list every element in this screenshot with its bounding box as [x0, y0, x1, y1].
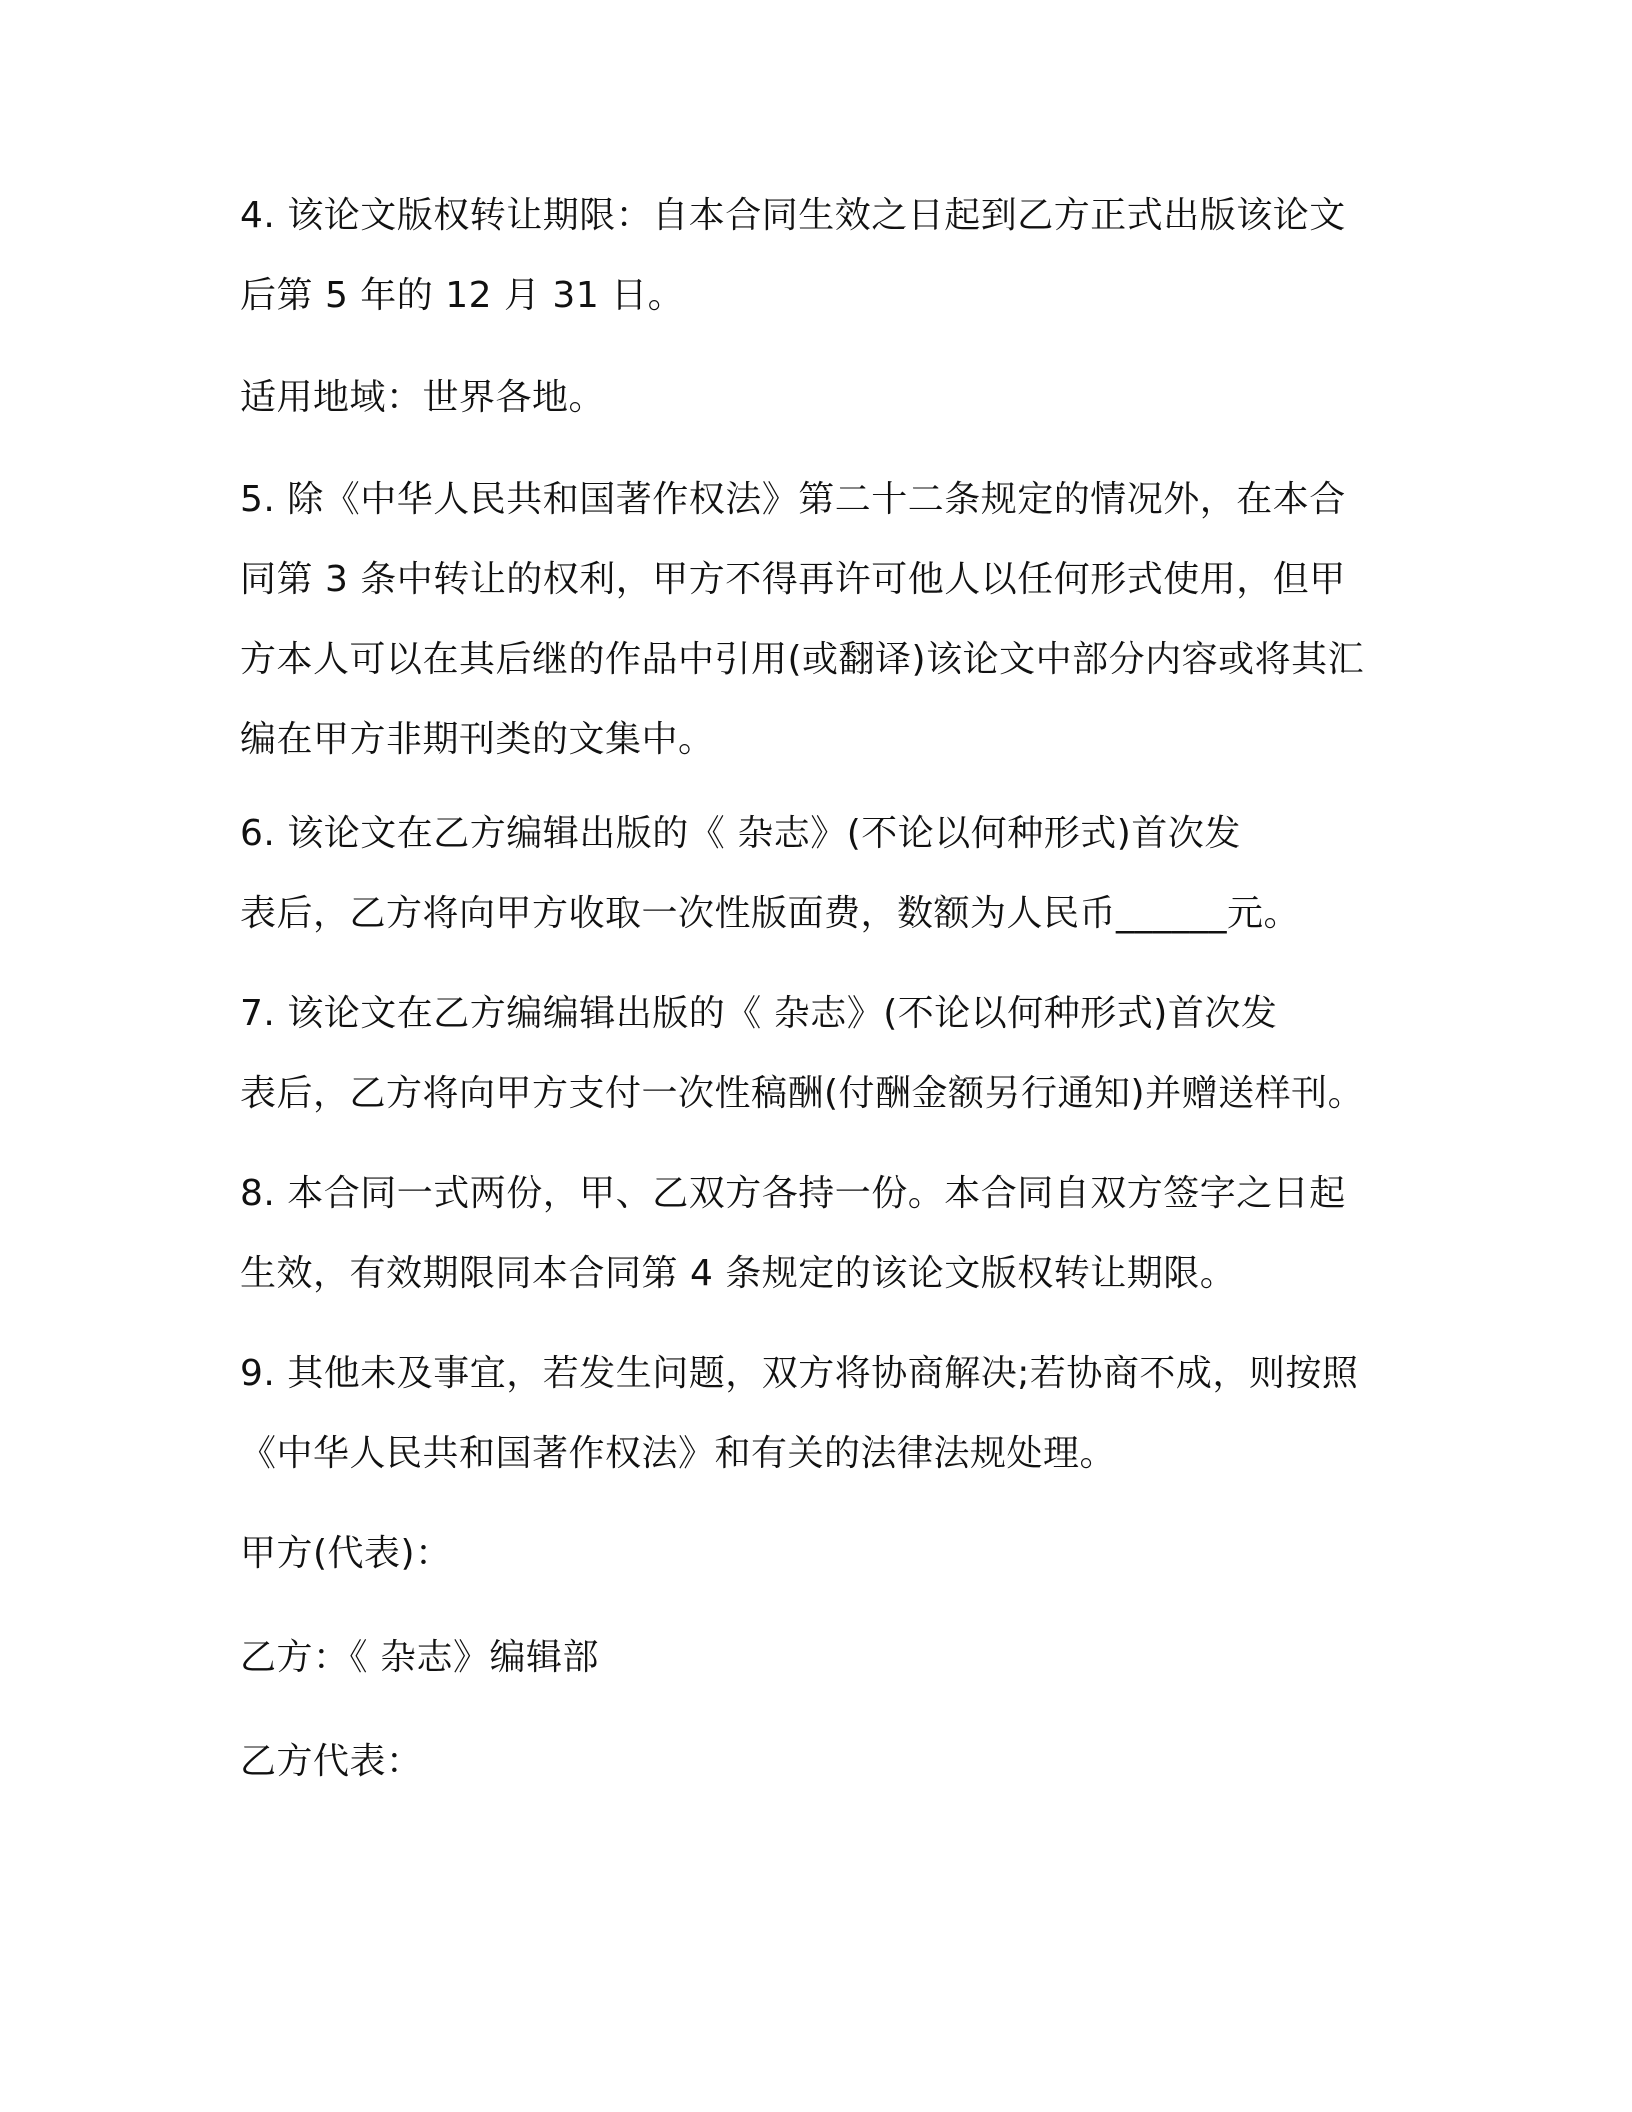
text-line: 同第 3 条中转让的权利，甲方不得再许可他人以任何形式使用，但甲 — [240, 559, 1346, 600]
clause-8 — [240, 1154, 1400, 1314]
text-line: 表后，乙方将向甲方支付一次性稿酬(付酬金额另行通知)并赠送样刊。 — [240, 1073, 1365, 1114]
text-line: 甲方(代表)： — [240, 1533, 452, 1574]
text-line: 后第 5 年的 12 月 31 日。 — [240, 275, 685, 316]
clause-6 — [240, 794, 1400, 954]
party-b-signature — [240, 1618, 1400, 1698]
text-line: 6. 该论文在乙方编辑出版的《 杂志》(不论以何种形式)首次发 — [240, 813, 1241, 854]
party-a-signature — [240, 1514, 1400, 1594]
region-clause — [240, 358, 1400, 438]
text-line: 8. 本合同一式两份，甲、乙双方各持一份。本合同自双方签字之日起 — [240, 1173, 1346, 1214]
text-line: 乙方：《 杂志》编辑部 — [240, 1637, 599, 1678]
text-line: 适用地域：世界各地。 — [240, 377, 606, 418]
text-line: 生效，有效期限同本合同第 4 条规定的该论文版权转让期限。 — [240, 1253, 1237, 1294]
text-line: 编在甲方非期刊类的文集中。 — [240, 719, 715, 760]
text-line: 4. 该论文版权转让期限：自本合同生效之日起到乙方正式出版该论文 — [240, 195, 1346, 236]
clause-5 — [240, 460, 1400, 780]
text-line: 乙方代表： — [240, 1741, 423, 1782]
party-b-representative — [240, 1722, 1400, 1802]
clause-4 — [240, 176, 1400, 336]
text-line: 《中华人民共和国著作权法》和有关的法律法规处理。 — [240, 1433, 1117, 1474]
clause-7 — [240, 974, 1400, 1134]
clause-9 — [240, 1334, 1400, 1494]
text-line: 5. 除《中华人民共和国著作权法》第二十二条规定的情况外，在本合 — [240, 479, 1346, 520]
text-line: 7. 该论文在乙方编编辑出版的《 杂志》(不论以何种形式)首次发 — [240, 993, 1278, 1034]
text-line: 方本人可以在其后继的作品中引用(或翻译)该论文中部分内容或将其汇 — [240, 639, 1365, 680]
text-line: 表后，乙方将向甲方收取一次性版面费，数额为人民币______元。 — [240, 893, 1301, 934]
text-line: 9. 其他未及事宜，若发生问题，双方将协商解决;若协商不成，则按照 — [240, 1353, 1359, 1394]
